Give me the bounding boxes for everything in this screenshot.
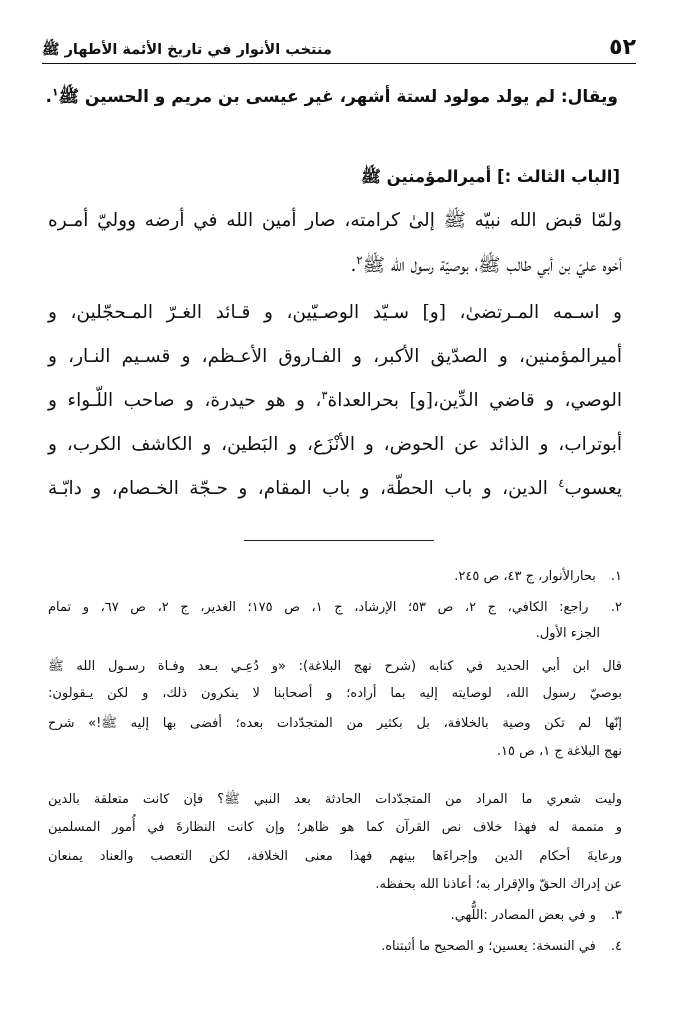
body-line-end: .	[350, 255, 357, 276]
footnote-2	[48, 600, 622, 615]
body-line-text: ، و هو حيدرة، و صاحب اللّـواء و	[48, 390, 322, 411]
footnote-comment-line: وليت شعري ما المراد من المتجدّدات الحادثة بعد النبي ﷺ؟ فإن كانت متعلقة بالدين	[48, 792, 622, 807]
body-line-text: أخوه عليّ بن أبي طالب ﷺ، بوصيّة رسول الله ﷺ	[362, 255, 622, 276]
page-number: ٥٢	[609, 35, 636, 60]
footnote-text: و في بعض المصادر :اللُّهي.	[450, 908, 596, 923]
footnote-comment-line: ورعايةَ أحكام الدين وإجراءَها بينهم فهذا معنى الخلافة، لكن التعصب والعناد يمنعان	[48, 849, 622, 864]
footnote-divider	[244, 540, 434, 541]
footnote-4	[48, 939, 622, 954]
footnote-2-cont: الجزء الأول.	[535, 626, 600, 641]
running-title: منتخب الأنوار في تاريخ الأئمة الأطهار ﷺ	[42, 42, 332, 58]
page-header	[42, 28, 636, 62]
footnote-number: ٣.	[610, 908, 622, 923]
body-line-text: الدين، و باب الحطّة، و باب المقام، و حـجّة الخـصام، و دابّـة	[48, 478, 559, 499]
opening-sentence	[46, 86, 618, 111]
footnote-1	[48, 569, 622, 584]
footnote-number: ٤.	[610, 939, 622, 954]
footnote-number: ١.	[610, 569, 622, 584]
footnote-text: في النسخة: يعسين؛ و الصحيح ما أثبتناه.	[381, 939, 596, 954]
footnote-comment-line: و متممة له فهذا خلاف نص القرآن كما هو ظاهر؛ وإن كانت النظارةَ في أُمور المسلمين	[48, 820, 622, 835]
footnote-ref-1: ١	[52, 86, 59, 99]
footnote-quote-line: نهج البلاغة ج ١، ص ١٥.	[496, 744, 622, 759]
footnote-ref-2: ٢	[356, 252, 363, 267]
opening-end: .	[45, 87, 52, 107]
footnote-text: راجع: الكافي، ج ٢، ص ٥٣؛ الإرشاد، ج ١، ص ١٧٥؛ الغدير، ج ٢، ص ٦٧، و تمام	[48, 600, 589, 615]
footnote-ref-4: ٤	[558, 475, 565, 490]
footnote-ref-3: ٣	[321, 387, 328, 402]
footnote-quote-line: قال ابن أبي الحديد في كتابه (شرح نهج البلاغة): «و دُعِـي بـعد وفـاة رسـول الله ﷺ	[48, 659, 622, 674]
body-line-text: يعسوب	[564, 478, 622, 499]
chapter-heading: [الباب الثالث :] أميرالمؤمنين ﷺ	[360, 167, 620, 186]
footnote-number: ٢.	[610, 600, 622, 615]
body-line: ولمّا قبض الله نبيّه ﷺ إلىٰ كرامته، صار أمين الله في أرضه ووليّ أمـره	[48, 210, 622, 231]
footnote-comment-line: عن إدراك الحقّ والإقرار به؛ أعاذنا الله بحفظه.	[375, 877, 622, 892]
body-line: و اسـمه المـرتضىٰ، [و] سـيّد الوصـيّين، و قـائد الغـرّ المـحجّلين، و	[48, 302, 622, 323]
body-line	[48, 475, 622, 499]
header-divider	[42, 63, 636, 64]
footnote-3	[48, 908, 622, 923]
body-line-text: الوصي، و قاضي الدِّين،[و] بحرالعداة	[327, 390, 622, 411]
footnote-quote-line: بوصيّ رسول الله، لوصايته إليه بما أراده؛ و أصحابنا لا ينكرون ذلك، و لكن يـقولون:	[48, 686, 622, 701]
opening-text: ويقال: لم يولد مولود لستة أشهر، غير عيسى بن مريم و الحسين ﷺ	[58, 87, 618, 107]
body-line: أبوتراب، و الذائد عن الحوض، و الأنْزَع، و البَطين، و الكاشف الكرب، و	[48, 434, 622, 455]
body-line	[48, 387, 622, 411]
body-line: أميرالمؤمنين، و الصدّيق الأكبر، و الفـاروق الأعـظم، و قسـيم النـار، و	[48, 346, 622, 367]
footnote-text: بحارالأنوار، ج ٤٣، ص ٢٤٥.	[454, 569, 596, 584]
body-line	[48, 252, 622, 281]
footnote-quote-line: إنّها لم تكن وصية بالخلافة، بل بكثير من المتجدّدات بعده؛ أفضى بها إليه ﷺ!» شرح	[48, 716, 622, 731]
